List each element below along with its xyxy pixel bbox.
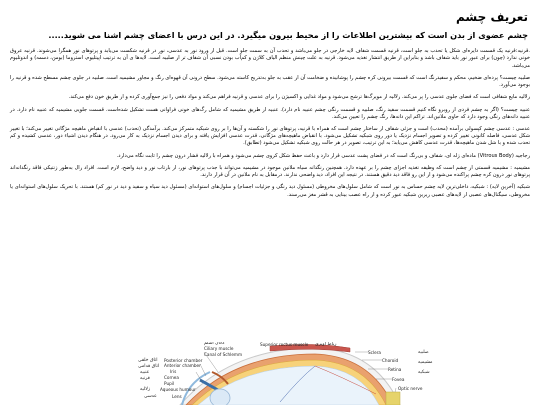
- label-fa-posterior: اتاق خلفی: [138, 358, 158, 363]
- label-fa-aqueous: زلالیه: [140, 387, 151, 392]
- slide-subtitle: چشم عضوی از بدن است که بیشترین اطلاعات را از محیط بیرون میگیرد. در این درس با اعضای چشم اشنا می شوید.....: [48, 30, 528, 40]
- label-fa-sclera: صلبیه: [418, 350, 429, 355]
- eye-anatomy-figure: [100, 342, 440, 405]
- paragraph-iris: عنبیه چیست؟ (اگر به چشم فردی از روبرو نگاه کنیم قسمت سفید رنگ، صلبیه و قسمت رنگی چشم عنبیه نام دارد). عنبیه از طریق مشیمیه که شامل رگ‌های خونی فراوانی هست تشکیل شده‌است. قسمت جلویی مشیمیه که عنبیه نام دارد. در عنبیه دانه‌های رنگی وجود دارد که حاوی ملانین‌اند. تراکم این دانه‌ها، رنگ چشم را تعیین می‌کند.: [10, 106, 530, 120]
- label-fa-suspensory: رباط آویزی: [315, 342, 337, 347]
- paragraph-retina: شبکیه (آخرین لایه) : شبکیه، داخلی‌ترین لایه چشم حساس به نور است که شامل سلول‌های مخروطی (مسئول دید رنگی و جزئیات اجسام) و سلول‌های استوانه‌ای (مسئول دید سیاه و سفید و دید در نور کم) هستند. با تحریک سلول‌های استوانه‌ای یا مخروطی، سیگنال‌های عصبی از لایه‌های عصبی زیرین شبکیه عبور کرده و از راه عصب بینایی به قشر مغز می‌رسند.: [10, 184, 530, 198]
- paragraph-lens: عدسی : عدسی چشم کپسولی برآمده (محدب) است و جزئی شفاف از ساختار چشم است که همراه با قرنیه، پرتوهای نور را شکسته و آن‌ها را بر روی شبکیه متمرکز می‌کند. برآمدگی (تحدب) عدسی با انقباض ماهیچه مژگانی تغییر می‌کند؛ با تغییر شکل عدسی، فاصله کانونی تغییر کرده و تصویر اجسام نزدیک یا دور روی شبکیه تشکیل می‌شود. با انقباض ماهیچه‌های مژگانی، قدرت عدسی افزایش یافته و برای دیدن اجسام نزدیک به کار می‌رود. در هنگام دیدن اشیاء دور، عدسی کشیده و کم تحدب شده و با شل شدن ماهیچه‌ها، قدرت عدسی کاهش می‌یابد؛ به این ترتیب، تصویر در هر حالت روی شبکیه تشکیل می‌شود (تطابق).: [10, 126, 530, 147]
- body-text: [10, 48, 530, 199]
- label-fovea: Fovea: [392, 377, 405, 382]
- paragraph-sclera: صلبیه چیست؟ پرده‌ای ضخیم، محکم و سفیدرنگ است که قسمت بیرونی کره چشم را پوشانیده و ضخامت آن از عقب به جلو به‌تدریج کاسته می‌شود. سطح درونی آن قهوه‌ای رنگ و مجاور مشیمیه است. صلبیه در جلوی چشم مسطح شده و قرنیه را بوجود می‌آورد.: [10, 74, 530, 89]
- label-canal-schlemm: Canal of Schlemm: [204, 352, 243, 357]
- label-ciliary-muscle: Ciliary muscle: [204, 346, 234, 351]
- label-superior-rectus: Superior rectus muscle: [260, 342, 309, 347]
- slide-title: تعریف چشم: [456, 10, 528, 24]
- label-aqueous-humour: Aqueous humour: [160, 387, 196, 392]
- paragraph-cornea: .قرنیه:قرنیه یک قسمت دایره‌ای شکل یا تحدب به جلو است، قرنیه قسمت شفاف لایه خارجی در جلو می‌باشد و تحدب آن به سمت جلو است. قبل از ورود نور به عدسی، نور در قرنیه شکست می‌یابد و پرتوهای نور همگرا می‌شوند. قرنیه عروق خونی ندارد (چون) برای عبور نور باید شفاف باشد و بنابراین از طریق انتشار تغذیه می‌شود. قرنیه به علت چینش منظم الیاف کلاژن و کم‌آب بودن نسبی آن شفاف تر از صلبیه است. لایه‌ها ی آن به ترتیب اپیتلیوم، استروما (بومن، دسمه) و اندوتلیوم می‌باشد.: [10, 48, 530, 69]
- paragraph-aqueous: زلالیه مایع شفافی است که فضای جلوی عدسی را پر می‌کند. زلالیه از مویرگ‌ها ترشح می‌شود و مواد غذایی و اکسیژن را برای عدسی و قرنیه فراهم می‌کند و مواد دفعی را نیز جمع‌آوری کرده و از طریق خون دفع می‌کند.: [68, 94, 530, 101]
- label-sclera: Sclera: [368, 350, 381, 355]
- label-fa-lens: عدسی: [144, 394, 157, 399]
- label-anterior-chamber: Anterior chamber: [164, 363, 201, 368]
- label-retina: Retina: [388, 367, 402, 372]
- label-fa-cornea: قرنیه: [140, 376, 150, 381]
- label-fa-anterior: اتاق قدامی: [138, 364, 160, 369]
- label-optic-nerve: Optic nerve: [398, 386, 423, 391]
- label-pupil: Pupil: [164, 381, 175, 386]
- label-lens: Lens: [172, 394, 182, 399]
- label-fa-choroid: مشیمیه: [418, 360, 433, 365]
- label-fa-retina: شبکیه: [418, 370, 430, 375]
- label-iris: Iris: [170, 369, 177, 374]
- label-posterior-chamber: Posterior chamber: [164, 358, 203, 363]
- label-fa-iris: عنبیه: [140, 370, 150, 375]
- paragraph-choroid: مشیمیه : مشیمیه قسمتی از چشم است که وظیفه تغذیه اجزای چشم را بر عهده دارد. همچنین رنگدانه سیاه ملانین موجود در مشیمیه می‌تواند با جذب پرتوهای نور، از بازتاب نور و دید واضح، لازم است. افراد زال به‌طور ژنتیکی فاقد رنگدانه‌اند پرتوهای نور درون کره چشم پراکنده می‌شود و از این رو فاقد دید دقیق هستند. در نتیجه این افراد، دید واضحی ندارند. درمقابل به نام ملانین در آن قرار دارند.: [10, 164, 530, 179]
- label-cornea: Cornea: [164, 375, 179, 380]
- label-fa-schlemm: کانال اشلم: [204, 342, 225, 346]
- label-choroid: Choroid: [382, 358, 399, 363]
- paragraph-vitreous: زجاجیه (Vitrous Body) ماده‌ای ژله ای، شفاف و بی‌رنگ است که در فضای پشت عدسی قرار دارد و باعث حفظ شکل کروی چشم می‌شود و همراه با زلالیه فشار درون چشم را ثابت نگاه می‌دارد.: [116, 152, 530, 159]
